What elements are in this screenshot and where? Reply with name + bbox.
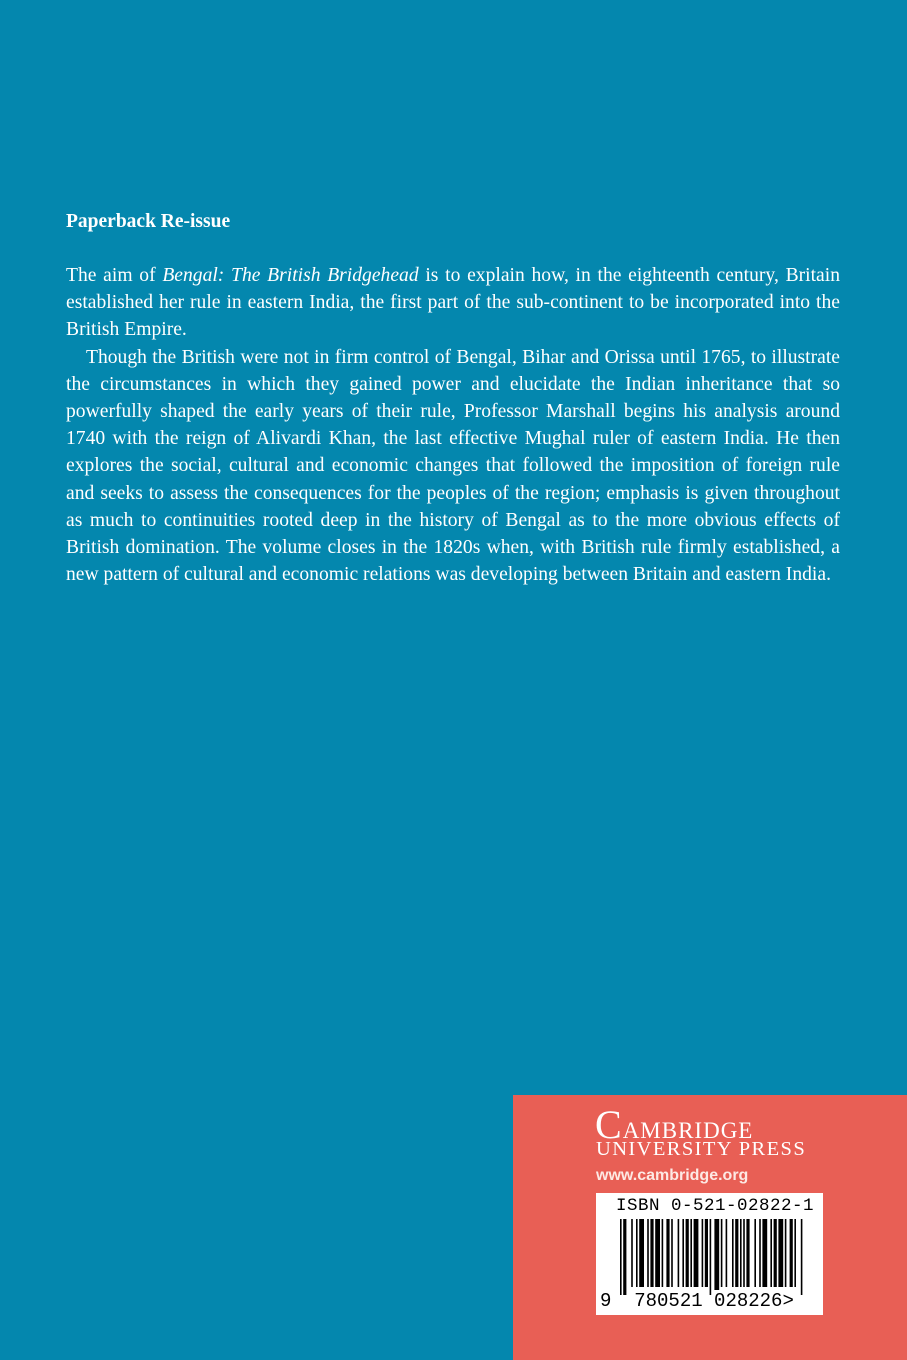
barcode-bar xyxy=(647,1219,649,1287)
barcode-bar xyxy=(801,1219,803,1295)
barcode-bar xyxy=(705,1219,708,1287)
barcode-bar xyxy=(778,1219,783,1287)
publisher-panel xyxy=(513,1095,907,1360)
blurb-paragraph-1 xyxy=(66,262,840,344)
barcode-bar xyxy=(794,1219,796,1287)
barcode-bar xyxy=(690,1219,692,1287)
blurb-text: The aim of xyxy=(66,265,163,286)
barcode-bar xyxy=(620,1219,622,1295)
barcode-bar xyxy=(694,1219,699,1287)
book-title: Bengal: The British Bridgehead xyxy=(162,265,419,286)
barcode-bar xyxy=(662,1219,664,1287)
logo-rest: ambridge xyxy=(622,1110,754,1146)
publisher-subname: UNIVERSITY PRESS xyxy=(596,1138,807,1160)
barcode-bar xyxy=(650,1219,653,1287)
barcode-bar xyxy=(666,1219,669,1287)
blurb-paragraph-2: Though the British were not in firm control of Bengal, Bihar and Orissa until 1765, to illustrate the circumstances in which they gained power and elucidate the Indian inheritance that so powerfully shaped the early years of their rule, Professor Marshall begins his analysis around 1740 with the reign of Alivardi Khan, the last effective Mughal ruler of eastern India. He then explores the social, cultural and economic changes that followed the imposition of foreign rule and seeks to assess the consequences for the peoples of the region; emphasis is given throughout as much to continuities rooted deep in the history of Bengal as to the more obvious effects of British domination. The volume closes in the 1820s when, with British rule firmly established, a new pattern of cultural and economic relations was developing between Britain and eastern India. xyxy=(66,346,840,586)
barcode-bar xyxy=(774,1219,777,1287)
barcode-bar xyxy=(770,1219,772,1287)
barcode-bar xyxy=(671,1219,673,1287)
barcode-bar xyxy=(785,1219,787,1287)
barcode-bar xyxy=(740,1219,742,1287)
barcode-bar xyxy=(639,1219,644,1287)
barcode-bar xyxy=(631,1219,633,1287)
barcode-bar xyxy=(790,1219,793,1287)
barcode-bar xyxy=(762,1219,767,1287)
isbn-text: ISBN 0-521-02822-1 xyxy=(616,1196,815,1216)
barcode-bar xyxy=(636,1219,638,1287)
barcode-bar xyxy=(759,1219,761,1287)
barcode-bar xyxy=(721,1219,723,1287)
barcode-bar xyxy=(714,1219,719,1295)
barcode-bar xyxy=(655,1219,660,1287)
ean-group-2: 028226 xyxy=(714,1290,783,1312)
barcode-bar xyxy=(678,1219,680,1287)
barcode-bar xyxy=(746,1219,749,1287)
barcode-bar xyxy=(702,1219,704,1287)
barcode-box xyxy=(596,1193,823,1315)
barcode-bar xyxy=(735,1219,738,1287)
barcode-bar xyxy=(686,1219,689,1287)
barcode-bar xyxy=(726,1219,728,1287)
barcode-icon xyxy=(620,1219,805,1295)
publisher-url: www.cambridge.org xyxy=(596,1167,749,1184)
ean-digits xyxy=(600,1290,794,1312)
logo-initial: C xyxy=(595,1102,623,1147)
barcode-bar xyxy=(743,1219,745,1287)
edition-label: Paperback Re-issue xyxy=(66,211,231,232)
blurb xyxy=(66,262,840,588)
ean-arrow: > xyxy=(782,1290,794,1312)
barcode-bar xyxy=(710,1219,712,1295)
ean-lead: 9 xyxy=(600,1290,612,1312)
barcode-bar xyxy=(732,1219,734,1287)
blurb-text: is to explain how, in the eighteenth century, Britain established her rule in eastern India, the first part of the sub-continent to be incorporated into the British Empire. xyxy=(66,265,840,341)
barcode-bar xyxy=(754,1219,756,1287)
ean-group-1: 780521 xyxy=(634,1290,703,1312)
barcode-bar xyxy=(682,1219,684,1287)
barcode-bar xyxy=(623,1219,626,1295)
